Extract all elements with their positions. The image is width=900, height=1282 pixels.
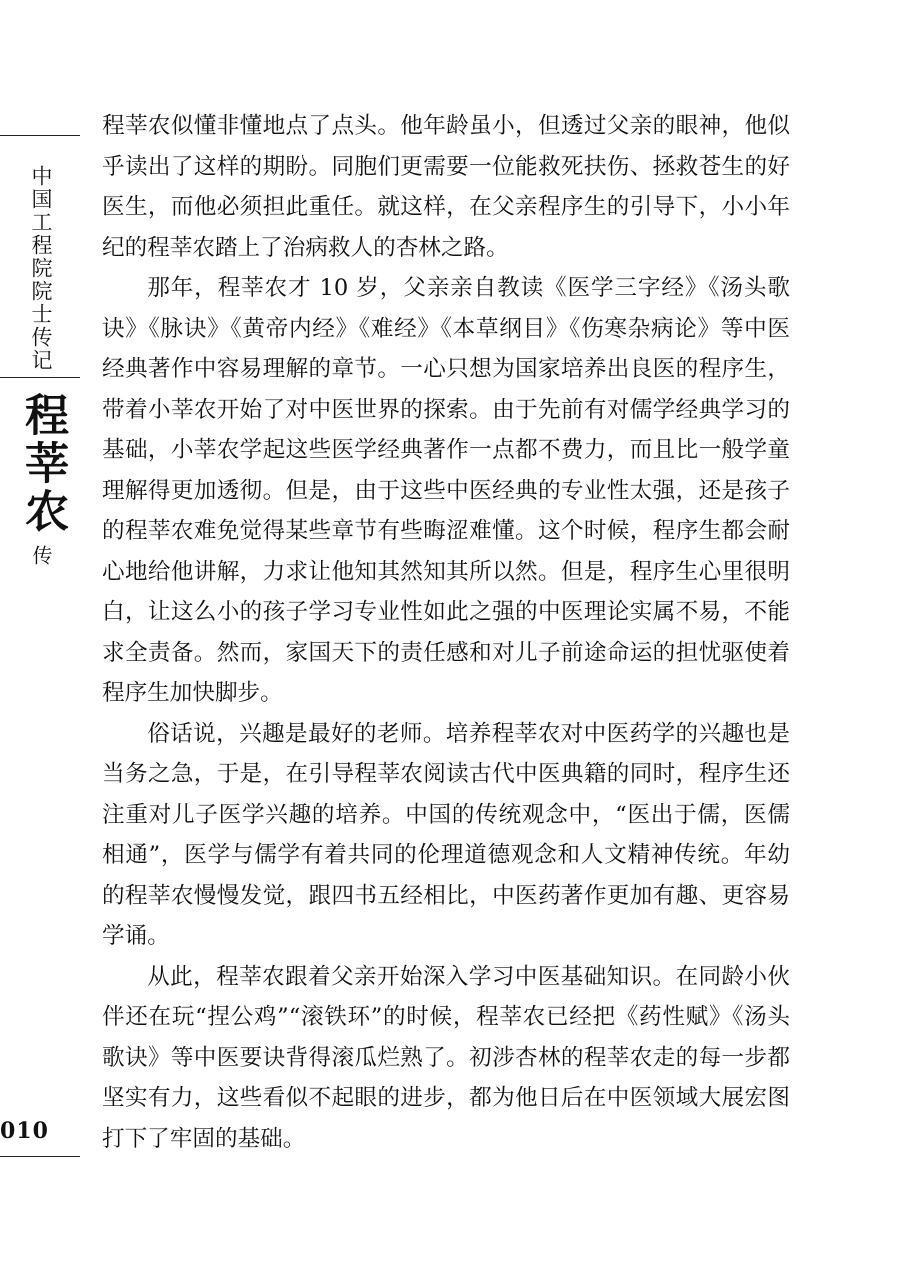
- body-text: [102, 106, 790, 1159]
- paragraph-3: 俗话说，兴趣是最好的老师。培养程莘农对中医药学的兴趣也是当务之急，于是，在引导程莘农阅读古代中医典籍的同时，程序生还注重对儿子医学兴趣的培养。中国的传统观念中，“医出于儒，医儒相通”，医学与儒学有着共同的伦理道德观念和人文精神传统。年幼的程莘农慢慢发觉，跟四书五经相比，中医药著作更加有趣、更容易学诵。: [102, 720, 790, 949]
- margin-rule-bottom: [0, 1156, 80, 1157]
- book-subtitle: 传: [29, 545, 53, 565]
- series-title: 中国工程院院士传记: [29, 165, 53, 372]
- paragraph-2: 那年，程莘农才 10 岁，父亲亲自教读《医学三字经》《汤头歌诀》《脉诀》《黄帝内经》《难经》《本草纲目》《伤寒杂病论》等中医经典著作中容易理解的章节。一心只想为国家培养出良医的程序生，带着小莘农开始了对中医世界的探索。由于先前有对儒学经典学习的基础，小莘农学起这些医学经典著作一点都不费力，而且比一般学童理解得更加透彻。但是，由于这些中医经典的专业性太强，还是孩子的程莘农难免觉得某些章节有些晦涩难懂。这个时候，程序生都会耐心地给他讲解，力求让他知其然知其所以然。但是，程序生心里很明白，让这么小的孩子学习专业性如此之强的中医理论实属不易，不能求全责备。然而，家国天下的责任感和对儿子前途命运的担忧驱使着程序生加快脚步。: [102, 275, 790, 706]
- paragraph-1: 程莘农似懂非懂地点了点头。他年龄虽小，但透过父亲的眼神，他似乎读出了这样的期盼。同胞们更需要一位能救死扶伤、拯救苍生的好医生，而他必须担此重任。就这样，在父亲程序生的引导下，小小年纪的程莘农踏上了治病救人的杏林之路。: [102, 113, 790, 261]
- book-title: 程莘农: [17, 392, 68, 536]
- margin-rule-top: [0, 135, 80, 136]
- page-number: 010: [0, 1118, 49, 1144]
- margin-rule-middle: [0, 377, 80, 378]
- paragraph-4: 从此，程莘农跟着父亲开始深入学习中医基础知识。在同龄小伙伴还在玩“捏公鸡”“滚铁环”的时候，程莘农已经把《药性赋》《汤头歌诀》等中医要诀背得滚瓜烂熟了。初涉杏林的程莘农走的每一步都坚实有力，这些看似不起眼的进步，都为他日后在中医领域大展宏图打下了牢固的基础。: [102, 963, 790, 1152]
